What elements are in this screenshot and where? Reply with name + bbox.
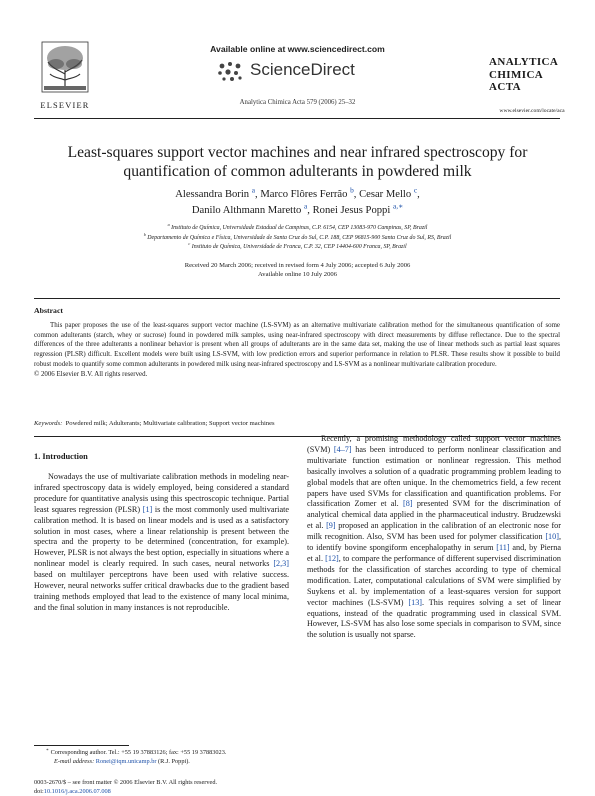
text-run: proposed an application in the calibration of an electronic nose for milk recognition. Also, SVM has been used for polymer classification bbox=[307, 521, 561, 542]
citation-link[interactable]: [11] bbox=[496, 543, 510, 553]
paragraph bbox=[307, 434, 561, 641]
citation-link[interactable]: [13] bbox=[408, 597, 423, 607]
received-dates: Received 20 March 2006; received in revised form 4 July 2006; accepted 6 July 2006 bbox=[184, 262, 411, 269]
abstract-copyright: © 2006 Elsevier B.V. All rights reserved. bbox=[34, 370, 148, 378]
text-run: Nowadays the use of multivariate calibration methods in modeling near-infrared spectroscopy data is widely employed, being considered a standard procedure for quantitative analysis using this spectroscopic technique. Partial least squares regression (PLSR) bbox=[34, 472, 289, 514]
author-name: Alessandra Borin bbox=[175, 189, 250, 200]
author-line-1: Alessandra Borin $^a$, Marco Flôres Ferrão $^b$, Cesar Mello $^c$, bbox=[175, 185, 420, 200]
text-run: presented SVM for the discrimination of analytical chemical data applied in the pharmaceutical industry. Brudzewski et al. bbox=[307, 499, 561, 531]
corresponding-author: ∗ Corresponding author. Tel.: +55 19 37883126; fax: +55 19 37883023. bbox=[46, 746, 227, 756]
text-run: . This requires solving a set of linear equations, instead of the quadratic programming used in classical SVM. However, LS-SVM has also lose some specials in comparison to SVM, since the solution is usually not sparse. bbox=[307, 597, 562, 640]
author-list bbox=[40, 187, 555, 218]
publisher-name: ELSEVIER bbox=[40, 101, 90, 110]
affiliation-a: $^a$ Instituto de Química, Universidade Estadual de Campinas, C.P. 6154, CEP 13083-970 Campinas, SP, Brazil bbox=[167, 222, 428, 231]
email-line: E-mail address: Ronei@iqm.unicamp.br (R.J. Poppi). bbox=[54, 757, 190, 765]
author-affil-sup[interactable]: a bbox=[251, 185, 256, 195]
header-rule bbox=[34, 118, 560, 119]
section-heading-introduction: 1. Introduction bbox=[34, 452, 88, 461]
author-name: Cesar Mello bbox=[359, 189, 412, 200]
author-name: Marco Flôres Ferrão bbox=[260, 189, 348, 200]
journal-logo bbox=[489, 56, 569, 94]
introduction-right-column bbox=[307, 434, 561, 641]
keywords-label: Keywords: bbox=[34, 420, 63, 427]
citation-link[interactable]: [9] bbox=[326, 521, 336, 531]
abstract-heading: Abstract bbox=[34, 306, 64, 315]
keywords-list: Powdered milk; Adulterants; Multivariate calibration; Support vector machines bbox=[65, 420, 275, 427]
abstract-text: This paper proposes the use of the least-squares support vector machine (LS-SVM) as an alternative multivariate calibration method for the simultaneous quantification of some common adulterants (starch, whey or sucrose) found in powdered milk samples, using near-infrared spectroscopy with direct measurements by diffuse reflectance. Due to the spectral differences of the three adulterants a nonlinear behavior is present when all groups of adulterants are in the same data set, making the use of linear methods such as partial least squares regression (PLSR) difficult. Excellent models were built using LS-SVM, with low prediction errors and superior performance in relation to PLSR. These results show it possible to build robust models to quantify some common adulterants in powdered milk using near-infrared spectroscopy and LS-SVM as a nonlinear multivariate calibration procedure. bbox=[34, 322, 560, 368]
author-affil-sup[interactable]: b bbox=[350, 185, 354, 195]
sciencedirect-wordmark: ScienceDirect bbox=[250, 60, 355, 79]
text-run: Recently, a promising methodology called support vector machines (SVM) bbox=[307, 434, 561, 454]
author-name: Ronei Jesus Poppi bbox=[312, 204, 391, 216]
affiliations bbox=[40, 224, 555, 253]
title-line-1: Least-squares support vector machines and near infrared spectroscopy for bbox=[67, 144, 528, 161]
doi-link[interactable]: 10.1016/j.aca.2006.07.008 bbox=[43, 787, 111, 795]
citation-link[interactable]: [1] bbox=[142, 504, 153, 514]
footnote bbox=[34, 746, 289, 766]
introduction-left-column bbox=[34, 472, 289, 614]
text-run: based on multilayer perceptrons have been used with relative success. However, neural networks suffer critical drawbacks due to the gradient based training methods employed that lead to the existence of many local minima, and the final solution in many instances is not reproducible. bbox=[34, 570, 289, 612]
journal-url[interactable]: www.elsevier.com/locate/aca bbox=[499, 108, 565, 114]
citation-link[interactable]: [12] bbox=[325, 553, 339, 563]
text-run: is the most commonly used multivariate calibration method. It is based on linear models and is used as a satisfactory solution in most cases, where a linear relationship is present between the spectra and the property to be determined (concentration, for example). However, PLSR is not always the best option, especially in situations where a nonlinear model is clearly required. In such cases, neural networks bbox=[34, 504, 289, 569]
available-online-text: Available online at www.sciencedirect.com bbox=[210, 44, 385, 54]
sciencedirect-logo bbox=[216, 58, 386, 82]
sciencedirect-dots-icon bbox=[216, 60, 246, 82]
citation-link[interactable]: [4–7] bbox=[333, 444, 352, 454]
author-affil-sup[interactable]: c bbox=[413, 185, 418, 195]
citation-link[interactable]: [10] bbox=[545, 532, 559, 542]
journal-citation: Analytica Chimica Acta 579 (2006) 25–32 bbox=[239, 99, 356, 106]
title-line-2: quantification of common adulterants in powdered milk bbox=[123, 163, 472, 180]
author-line-2: Danilo Althmann Maretto $^a$, Ronei Jesus Poppi $^{a,∗}$ bbox=[191, 201, 404, 216]
text-run: has been introduced to perform nonlinear classification and multivariate function estimation or nonlinear regression. This method basically involves a solution of a quadratic programming problem leading to global models that are often unique. In the chemometrics field, a few recent papers have used SVMs for classification and quantification problems. For classification Zomer et al. bbox=[307, 444, 561, 509]
paragraph bbox=[34, 472, 289, 614]
author-affil-sup[interactable]: a bbox=[303, 201, 308, 211]
online-date: Available online 10 July 2006 bbox=[258, 271, 337, 279]
affiliation-c: $^c$ Instituto de Química, Universidade de Franca, C.P. 32, CEP 14404-600 Franca, SP, Brazil bbox=[188, 241, 407, 251]
issn-line: 0003-2670/$ – see front matter © 2006 Elsevier B.V. All rights reserved. bbox=[34, 779, 218, 786]
bottom-info bbox=[34, 779, 334, 796]
text-run: , to compare the performance of different supervised discrimination methods for the classification of starches according to type of chemical modification. Later, computational calculations of SVM were simplified by Suykens et al. by implementation of a least-squares version for support vector machines (LS-SVM) bbox=[307, 553, 561, 607]
citation-link[interactable]: [2,3] bbox=[273, 559, 289, 569]
journal-logo-line-3: ACTA bbox=[489, 81, 521, 94]
author-affil-sup[interactable]: a,∗ bbox=[392, 201, 404, 211]
affiliation-b: $^b$ Departamento de Química e Física, Universidade de Santa Cruz do Sul, C.P. 188, CEP 96815-900 Santa Cruz do Sul, RS, Brazil bbox=[143, 231, 452, 241]
abstract-top-rule bbox=[34, 298, 560, 299]
article-dates bbox=[40, 261, 555, 280]
elsevier-logo bbox=[34, 40, 96, 110]
citation-link[interactable]: [8] bbox=[403, 499, 413, 509]
doi-line: doi:10.1016/j.aca.2006.07.008 bbox=[34, 787, 111, 795]
journal-logo-line-2: CHIMICA bbox=[489, 68, 544, 81]
abstract-body bbox=[34, 321, 560, 379]
elsevier-tree-icon bbox=[34, 40, 96, 96]
article-title bbox=[30, 143, 565, 181]
keywords bbox=[34, 420, 560, 427]
email-link[interactable]: Ronei@iqm.unicamp.br bbox=[95, 757, 157, 765]
footnote-rule bbox=[34, 745, 129, 746]
journal-logo-line-1: ANALYTICA bbox=[489, 56, 559, 68]
author-name: Danilo Althmann Maretto bbox=[191, 204, 302, 216]
text-run: and, by Pierna et al. bbox=[307, 543, 561, 563]
text-run: , to identify bovine spongiform encephalopathy in serum bbox=[307, 532, 561, 553]
